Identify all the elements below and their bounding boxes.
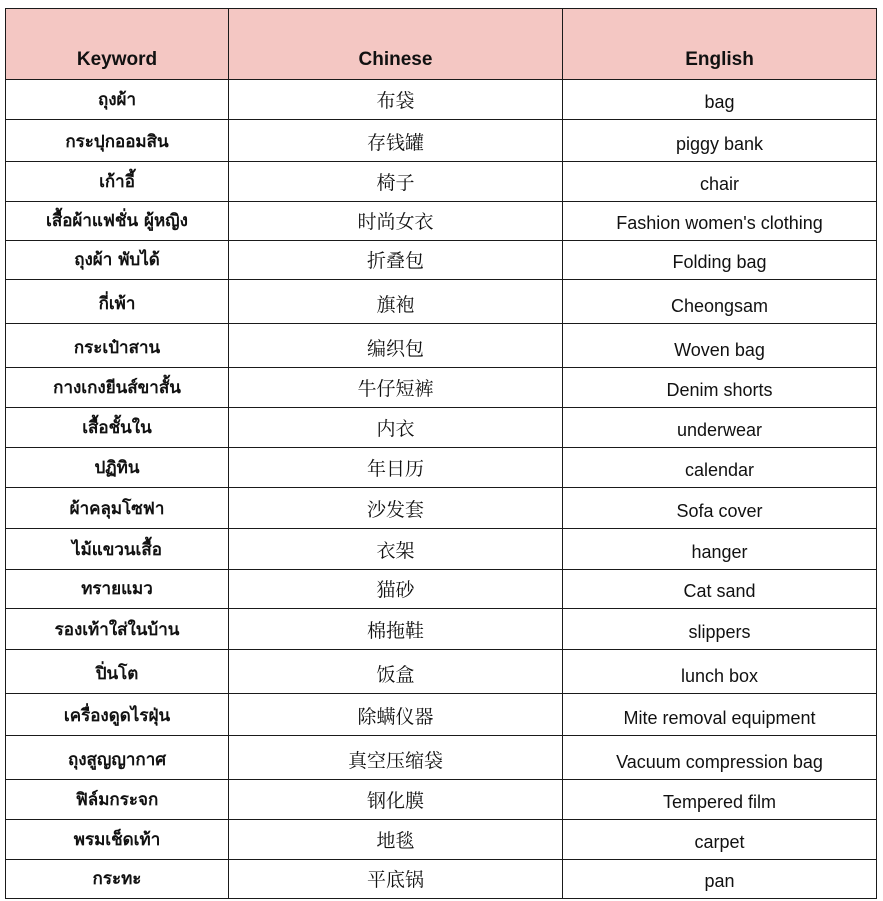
- cell-keyword: ทรายแมว: [6, 570, 229, 609]
- cell-english: hanger: [563, 529, 877, 570]
- table-row: [6, 609, 877, 650]
- table-row: [6, 202, 877, 241]
- cell-chinese: 真空压缩袋: [229, 736, 563, 780]
- cell-chinese: 编织包: [229, 324, 563, 368]
- cell-keyword: เครื่องดูดไรฝุ่น: [6, 694, 229, 736]
- table-row: [6, 368, 877, 408]
- cell-english: Fashion women's clothing: [563, 202, 877, 241]
- cell-keyword: พรมเช็ดเท้า: [6, 820, 229, 860]
- table-row: [6, 80, 877, 120]
- cell-chinese: 棉拖鞋: [229, 609, 563, 650]
- table-row: [6, 241, 877, 280]
- cell-english: Cat sand: [563, 570, 877, 609]
- cell-chinese: 地毯: [229, 820, 563, 860]
- cell-chinese: 衣架: [229, 529, 563, 570]
- table-row: [6, 694, 877, 736]
- cell-chinese: 年日历: [229, 448, 563, 488]
- table-row: [6, 780, 877, 820]
- table-row: [6, 280, 877, 324]
- cell-chinese: 猫砂: [229, 570, 563, 609]
- cell-keyword: กระปุกออมสิน: [6, 120, 229, 162]
- cell-keyword: ถุงสูญญากาศ: [6, 736, 229, 780]
- cell-chinese: 沙发套: [229, 488, 563, 529]
- cell-english: carpet: [563, 820, 877, 860]
- table-row: [6, 529, 877, 570]
- cell-keyword: เก้าอี้: [6, 162, 229, 202]
- cell-chinese: 牛仔短裤: [229, 368, 563, 408]
- cell-english: piggy bank: [563, 120, 877, 162]
- table-row: [6, 162, 877, 202]
- header-keyword: Keyword: [6, 9, 229, 80]
- table-row: [6, 488, 877, 529]
- table-row: [6, 120, 877, 162]
- header-english: English: [563, 9, 877, 80]
- cell-english: underwear: [563, 408, 877, 448]
- cell-keyword: ถุงผ้า พับได้: [6, 241, 229, 280]
- table-row: [6, 736, 877, 780]
- cell-chinese: 除螨仪器: [229, 694, 563, 736]
- cell-english: chair: [563, 162, 877, 202]
- translation-table-container: [5, 8, 876, 899]
- table-row: [6, 820, 877, 860]
- cell-english: Tempered film: [563, 780, 877, 820]
- cell-keyword: ปฏิทิน: [6, 448, 229, 488]
- table-row: [6, 570, 877, 609]
- table-row: [6, 650, 877, 694]
- translation-table: [5, 8, 877, 899]
- cell-keyword: กระเป๋าสาน: [6, 324, 229, 368]
- cell-keyword: ไม้แขวนเสื้อ: [6, 529, 229, 570]
- cell-keyword: ถุงผ้า: [6, 80, 229, 120]
- cell-keyword: เสื้อชั้นใน: [6, 408, 229, 448]
- cell-english: Woven bag: [563, 324, 877, 368]
- cell-chinese: 饭盒: [229, 650, 563, 694]
- table-row: [6, 408, 877, 448]
- cell-english: slippers: [563, 609, 877, 650]
- cell-keyword: เสื้อผ้าแฟชั่น ผู้หญิง: [6, 202, 229, 241]
- cell-english: pan: [563, 860, 877, 899]
- cell-english: Cheongsam: [563, 280, 877, 324]
- cell-keyword: รองเท้าใส่ในบ้าน: [6, 609, 229, 650]
- cell-english: Denim shorts: [563, 368, 877, 408]
- table-row: [6, 324, 877, 368]
- cell-english: lunch box: [563, 650, 877, 694]
- cell-english: calendar: [563, 448, 877, 488]
- cell-chinese: 椅子: [229, 162, 563, 202]
- cell-chinese: 钢化膜: [229, 780, 563, 820]
- cell-keyword: ฟิล์มกระจก: [6, 780, 229, 820]
- cell-keyword: ผ้าคลุมโซฟา: [6, 488, 229, 529]
- cell-english: Vacuum compression bag: [563, 736, 877, 780]
- cell-chinese: 旗袍: [229, 280, 563, 324]
- table-body: [6, 80, 877, 899]
- cell-keyword: ปิ่นโต: [6, 650, 229, 694]
- header-row: [6, 9, 877, 80]
- table-row: [6, 448, 877, 488]
- cell-english: Folding bag: [563, 241, 877, 280]
- cell-keyword: กางเกงยีนส์ขาสั้น: [6, 368, 229, 408]
- cell-keyword: กี่เพ้า: [6, 280, 229, 324]
- cell-keyword: กระทะ: [6, 860, 229, 899]
- table-row: [6, 860, 877, 899]
- cell-english: bag: [563, 80, 877, 120]
- cell-chinese: 存钱罐: [229, 120, 563, 162]
- cell-chinese: 内衣: [229, 408, 563, 448]
- cell-chinese: 时尚女衣: [229, 202, 563, 241]
- header-chinese: Chinese: [229, 9, 563, 80]
- cell-english: Mite removal equipment: [563, 694, 877, 736]
- cell-chinese: 布袋: [229, 80, 563, 120]
- cell-english: Sofa cover: [563, 488, 877, 529]
- cell-chinese: 折叠包: [229, 241, 563, 280]
- cell-chinese: 平底锅: [229, 860, 563, 899]
